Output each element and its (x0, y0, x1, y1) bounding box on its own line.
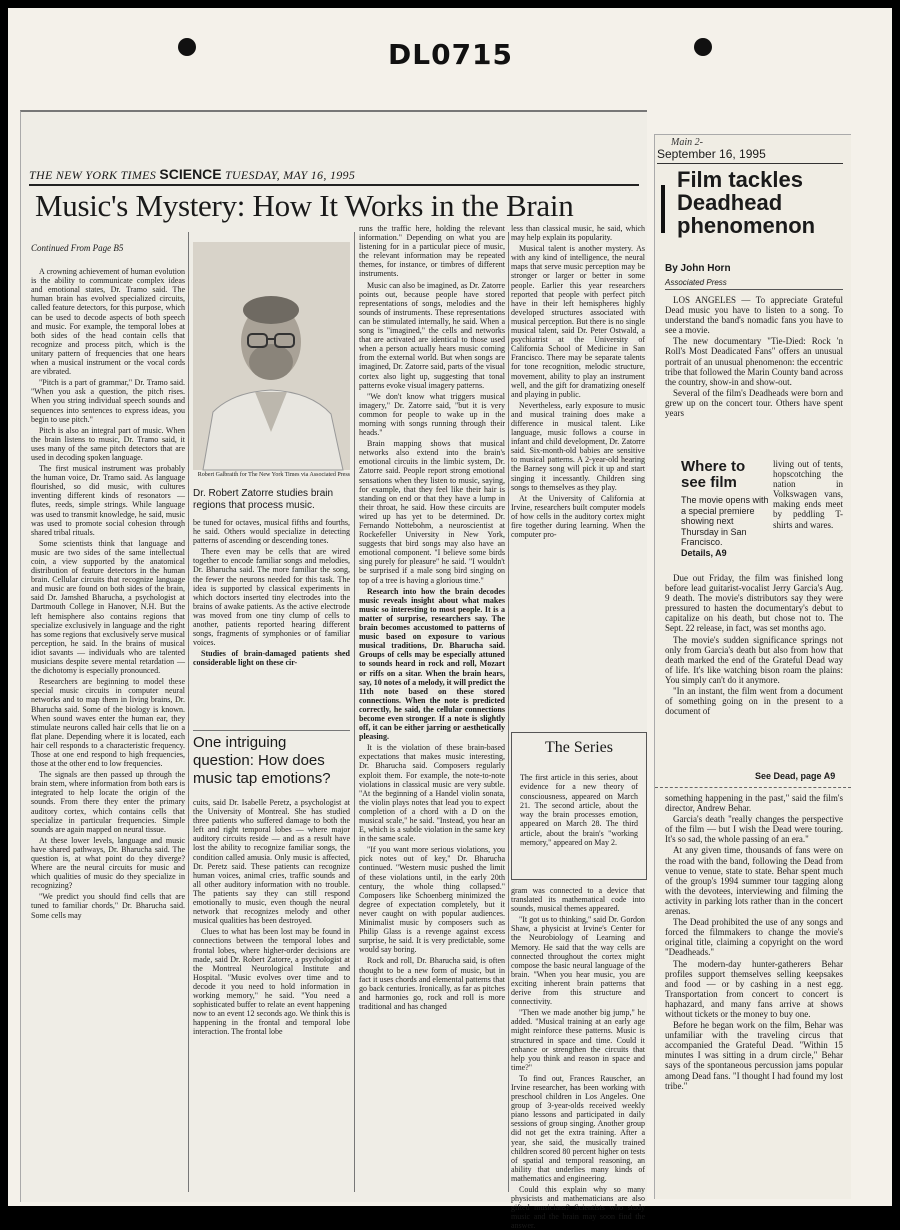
series-title: The Series (545, 739, 613, 756)
scan-page (8, 8, 892, 1230)
paragraph: Some scientists think that language and music are two sides of the same intellectual coin, a view supported by the anatomical distribution of feature detectors in the human brain. Cellular circuits that recognize language and music are found on both sides of the brain, said Dr. Jamshed Bharucha, a psychologist at Dartmouth College in Hanover, N.H. But the left hemisphere also contains regions that specialize exclusively in language and the right has some regions that exclusively serve musical perception, he said. In the brains of musical idiot savants — individuals who are talented musicians despite severe mental retardation — the dichotomy is especially pronounced. (31, 538, 185, 676)
paragraph: Pitch is also an integral part of music. When the brain listens to music, Dr. Tramo said, it uses many of the same pitch detectors that are used in decoding spoken language. (31, 425, 185, 462)
paragraph: Studies of brain-damaged patients shed considerable light on these cir- (193, 649, 350, 668)
binder-hole-right (694, 38, 712, 56)
paragraph: Music can also be imagined, as Dr. Zatorre points out, because people have stored representations of songs, melodies and the sounds of instruments. These representations can be stimulated internally, he said. When a song is "imagined," the cells and networks that are activated are identical to those used when a person actually hears music coming from the external world. But when songs are imagined, Dr. Zatorre said, parts of the visual cortex also light up, suggesting that tonal patterns evoke visual imagery patterns. (359, 280, 505, 390)
ap-body-top (665, 295, 843, 419)
paragraph: runs the traffic here, holding the relevant information." Depending on what you are listening for in a particular piece of music, the relevant information may be repeated themes, for instance, or timbres of different instruments. (359, 224, 505, 279)
paragraph: A crowning achievement of human evolution is the ability to communicate complex ideas and emotional states, Dr. Tramo said. The human brain has evolved specialized circuits, called feature detectors, for this purpose, which can be used to decode aspects of both speech and music. For example, the temporal lobes at both sides of the head contain cells that recognize and process pitch, which is the unitary pattern of frequencies that one hears when a musical instrument or the vocal cords are vibrated. (31, 267, 185, 377)
masthead-rule (29, 184, 639, 186)
series-box (511, 732, 647, 880)
paragraph: "If you want more serious violations, you pick notes out of key," Dr. Bharucha continued. "Western music pushed the limit of these violations until, in the early 20th century, the whole thing collapsed." Composers like Schoenberg minimized the degree of expectation completely, but it never caught on with popular audiences. Minimalist music by composers such as Philip Glass is a revenge against excess surprise, he said. It is very predictable, some would say boring. (359, 845, 505, 955)
article-column-4a (511, 224, 645, 724)
paragraph: The Dead prohibited the use of any songs and forced the filmmakers to change the movie's original title, claiming a copyright on the word "Deadheads." (665, 917, 843, 958)
paragraph: LOS ANGELES — To appreciate Grateful Dead music you have to listen to a song. To understand the band's nomadic fans you have to see a movie. (665, 295, 843, 336)
masthead (29, 166, 639, 183)
column-rule (508, 232, 509, 1192)
box-details: Details, A9 (681, 547, 727, 558)
box-title: Where to see film (681, 458, 746, 491)
masthead-date: TUESDAY, MAY 16, 1995 (224, 168, 356, 182)
paragraph: Research into how the brain decodes music reveals insight about what makes music so interesting to most people. It is a matter of surprise, researchers say. The brain becomes accustomed to patterns of music based on exposure to various musical traditions, Dr. Bharucha said. Groups of cells may be especially attuned to sounds heard in rock and roll, Mozart or riffs on a sitar. When the brain hears, say, 10 notes of a melody, it will predict the 11th note based on these stored connections. When the note is predicted correctly, he said, the cellular connections become even stronger. If a note is slightly off, it can be either jarring or aesthetically pleasing. (359, 586, 505, 742)
paragraph: Before he began work on the film, Behar was unfamiliar with the traveling circus that accompanied the Grateful Dead. "Within 15 minutes I was sitting in a drum circle," Behar says of the spontaneous percussion jams popular among Dead fans. "I thought I had found my lost tribe." (665, 1020, 843, 1091)
paragraph: "We don't know what triggers musical imagery," Dr. Zatorre said, "but it is very common for people to wake up in the morning with songs running through their heads." (359, 391, 505, 438)
paragraph: There even may be cells that are wired together to encode familiar songs and melodies, Dr. Bharucha said. The more familiar the song, the fewer the neurons needed for this task. The idea is supported by classical experiments in which doctors inserted tiny electrodes into the brains of awake patients. As the active electrode was moved from one tiny clump of cells to another, patients reported hearing different songs, fragments of symphonies or of familiar voices. (193, 547, 350, 648)
paragraph: Musical talent is another mystery. As with any kind of intelligence, the neural maps that serve music perception may be stronger or larger or better in some people. Earlier this year researchers reported that people with perfect pitch have in their left hemispheres highly developed structures associated with musical perception. But there is no single musical talent, said Dr. Peter Ostwald, a psychiatrist at the University of California School of Medicine in San Francisco. There may be separate talents for tone recognition, melodic structure, movement, ability to play an instrument well, and the gift for dramatizing oneself and playing in public. (511, 244, 645, 399)
paragraph: be tuned for octaves, musical fifths and fourths, he said. Others would specialize in detecting patterns of ascending or descending tones. (193, 518, 350, 546)
binder-hole-left (178, 38, 196, 56)
clipping-date: September 16, 1995 (657, 147, 766, 161)
article-headline: Music's Mystery: How It Works in the Brain (35, 188, 574, 223)
photo-credit: Robert Galbraith for The New York Times via Associated Press (197, 472, 350, 478)
ap-body-mid (665, 573, 843, 717)
box-text: The movie opens with a special premiere showing next Thursday in San Francisco. (681, 495, 769, 547)
handwritten-document-id: DL0715 (388, 38, 514, 71)
byline-rule (665, 289, 843, 290)
paragraph: cuits, said Dr. Isabelle Peretz, a psychologist at the University of Montreal. She has studied three patients who suffered damage to both the left and right temporal lobes — where major auditory circuits reside — and as a result have lost the ability to recognize familiar songs, the condition called amusia. Only music is affected, Dr. Peretz said. These patients can recognize human voices, animal cries, traffic sounds and all other auditory information with no trouble. The patients say they can still respond emotionally to music, even though the neural network that recognizes melody and other musical qualities has been destroyed. (193, 798, 350, 926)
photo-caption: Dr. Robert Zatorre studies brain regions that process music. (193, 488, 334, 511)
paragraph: The first musical instrument was probably the human voice, Dr. Tramo said. As language flourished, so did music, with cultures inventing different kinds of resonators — flutes, reeds, simple strings. While language was used to transmit knowledge, he said, music was used to promote social cohesion through shared tribal rituals. (31, 464, 185, 537)
paragraph: something happening in the past," said the film's director, Andrew Behar. (665, 793, 843, 814)
paragraph: Garcia's death "really changes the perspective of the film — but I wish the Dead were touring. It's so sad, the whole passing of an era." (665, 814, 843, 845)
paragraph: less than classical music, he said, which may help explain its popularity. (511, 224, 645, 243)
paragraph: The new documentary "Tie-Died: Rock 'n Roll's Most Deadicated Fans" offers an unusual portrait of an unusual phenomenon: the eccentric tribe that followed the Marin County band across the country, show-in and show-out. (665, 336, 843, 387)
column-rule (188, 232, 189, 1192)
article-column-1 (31, 244, 185, 1194)
paragraph: At any given time, thousands of fans were on the road with the band, following the Dead from venue to venue, state to state. Behar spent much of the group's 1994 summer tour tagging along with the devotees, interviewing and filming the activity in parking lots rather than in the concert arenas. (665, 845, 843, 917)
paragraph: "It got us to thinking," said Dr. Gordon Shaw, a physicist at Irvine's Center for the Neurobiology of Learning and Memory. He said that the way cells are connected throughout the cortex might compose the basic neural language of the brain. "When you hear music, you are exciting inherent brain patterns that derive from this structure and connectivity. (511, 915, 645, 1007)
date-rule (657, 163, 843, 164)
paragraph: At the University of California at Irvine, researchers built computer models of how cells in the auditory cortex might fire together during learning. When the computer pro- (511, 493, 645, 540)
paragraph: "In an instant, the film went from a document of something going on in the present to a document of (665, 686, 843, 717)
continued-line: Continued From Page B5 (31, 243, 124, 253)
article-column-4b (511, 886, 645, 1230)
article-column-2b (193, 798, 350, 1194)
ap-headline: Film tackles Deadhead phenomenon (677, 167, 816, 238)
paragraph: Brain mapping shows that musical networks also extend into the brain's emotional circuits in the limbic system, Dr. Zatorre said. People report strong emotional sensations when they listen to music, saying, for example, that they feel like their hair is standing on end or that they have a lump in their throat, he said. How these circuits are wired up has yet to be determined. Dr. Fernando Nottebohm, a neuroscientist at Rockefeller University in New York, suggests that bird songs may also have an emotional component. "I believe some birds sing purely for pleasure" he said. "I wouldn't be surprised if a male song bird singing on top of a tree is having a glorious time." (359, 439, 505, 585)
ap-body-bottom (665, 793, 843, 1092)
paragraph: Clues to what has been lost may be found in connections between the temporal lobes and frontal lobes, where higher-order decisions are made, said Dr. Robert Zatorre, a psychologist at the Montreal Neurological Institute and Hospital. "Music evolves over time and to decode it you need to hold information in working memory," he said. "You need a sophisticated buffer to relate an event happening now to an event 12 seconds ago. We think this is happening in the frontal and temporal lobe interaction. The frontal lobe (193, 927, 350, 1037)
portrait-illustration (193, 242, 350, 470)
paragraph: The modern-day hunter-gatherers Behar profiles support themselves selling keepsakes and food — or by cashing in a nest egg. Transportation from concert to concert is haphazard, and many fans arrive at shows without tickets or the money to buy one. (665, 958, 843, 1019)
paragraph: Could this explain why so many physicists and mathematicians are also gifted musicians? Scientists who study music and the brain may soon find the answer. (511, 1185, 645, 1230)
article-column-3 (359, 224, 505, 1194)
series-text: The first article in this series, about evidence for a new theory of consciousness, appeared on March 21. The second article, about the way the brain processes emotion, appeared on March 28. The third article, about the brain's "working memory," appeared on May 2. (520, 773, 638, 848)
article-column-2a (193, 518, 350, 726)
portrait-photo (193, 242, 350, 470)
ap-body-wrap: living out of tents, hopscotching the nation in Volkswagen vans, making ends meet by peddling T-shirts and wares. (773, 459, 843, 530)
pull-quote: One intriguing question: How does music tap emotions? (193, 730, 350, 788)
paragraph: "We predict you should find cells that are tuned to familiar chords," Dr. Bharucha said. Some cells may (31, 892, 185, 920)
clipping-cut (655, 787, 851, 789)
where-to-see-box (681, 459, 769, 558)
paragraph: "Then we made another big jump," he added. "Musical training at an early age might reinforce these patterns. Music is structured in space and time. Could it enhance or strengthen the circuits that help you think and reason in space and time?" (511, 1008, 645, 1072)
paragraph: The signals are then passed up through the brain stem, where information from both ears is integrated to help locate the origin of the sounds. From there they enter the primary auditory cortex, which contains cells that specialize in particular frequencies. Simple sounds are again mapped on neural tissue. (31, 770, 185, 834)
paragraph: At these lower levels, language and music have shared pathways, Dr. Bharucha said. The question is, at what point do they diverge? Where are the neural circuits for music and which qualities of music do they specialize in recognizing? (31, 835, 185, 891)
byline: By John Horn (665, 263, 731, 274)
masthead-publication: THE NEW YORK TIMES (29, 168, 157, 182)
headline-bar (661, 185, 665, 233)
paragraph: "Pitch is a part of grammar," Dr. Tramo said. "When you ask a question, the pitch rises. When you string individual speech sounds and sequences into sentences to express ideas, you begin to use pitch." (31, 378, 185, 424)
paragraph: The movie's sudden significance springs not only from Garcia's death but also from how that death marked the end of the Grateful Dead way of life. It's like watching bison roam the plains: You simply can't do it anymore. (665, 634, 843, 685)
paragraph: Nevertheless, early exposure to music and musical training does make a difference in musical talent. Like language, music follows a course in infant and child development, Dr. Zatorre said. Six-month-old babies are sensitive to musical patterns. A 2-year-old hearing the Barney song will pick it up and start singing it incessantly. Children sing songs to themselves as they play. (511, 400, 645, 492)
paragraph: To find out, Frances Rauscher, an Irvine researcher, has been working with preschool children in Los Angeles. One group of 3-year-olds received weekly piano lessons and participated in daily sessions of group singing. Another group did not get the extra training. After a year, she said, the musically trained children scored 80 percent higher on tests of spatial and temporal reasoning, an ability that underlies many kinds of mathematics and engineering. (511, 1073, 645, 1183)
paragraph: Researchers are beginning to model these special music circuits in computer neural networks and to map them in living brains, Dr. Bharucha said. Some of the biology is known. When sound waves enter the human ear, they stimulate neurons called hair cells that lie on a flat plane. Depending where it is located, each hair cell responds to a characteristic frequency. Those at one end respond to high frequencies, those at the other end to low frequencies. (31, 677, 185, 769)
jump-line: See Dead, page A9 (755, 771, 836, 781)
paragraph: gram was connected to a device that translated its mathematical code into sounds, musical themes appeared. (511, 886, 645, 914)
paragraph: Due out Friday, the film was finished long before lead guitarist-vocalist Jerry Garcia's Aug. 9 death. The movie's distributors say they were pressured to hasten the documentary's debut to capitalize on his death, but chose not to. The Sept. 22 release, in fact, was set months ago. (665, 573, 843, 634)
nyt-clipping (20, 110, 647, 1230)
masthead-section: SCIENCE (159, 166, 222, 182)
ap-clipping (654, 134, 851, 1199)
handwritten-note: Main 2- (671, 137, 703, 148)
column-rule (354, 232, 355, 1192)
wire-agency: Associated Press (665, 278, 727, 287)
paragraph: It is the violation of these brain-based expectations that makes music interesting, Dr. Bharucha said. Composers regularly exploit them. For example, the note-to-note violations in classical music are very subtle. "At the beginning of a Handel violin sonata, the violin plays notes that lead you to expect completion of a chord with a D on the musical scale," he said. "Instead, you hear an E, which is a subtle violation in the same key in the same scale. (359, 743, 505, 844)
paragraph: Several of the film's Deadheads were born and grew up on the concert tour. Others have spent years (665, 387, 843, 419)
paragraph: Rock and roll, Dr. Bharucha said, is often thought to be a new form of music, but in fact it uses chords and elemental patterns that go back centuries. Ironically, as far as pitches and harmonies go, rock and roll is more traditional and has changed (359, 956, 505, 1011)
